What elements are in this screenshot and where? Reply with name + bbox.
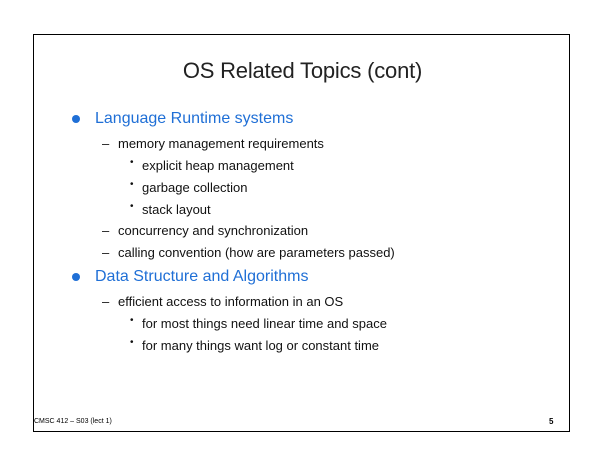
list-item-text: efficient access to information in an OS bbox=[118, 294, 344, 309]
small-bullet-icon: • bbox=[130, 315, 134, 326]
small-bullet-icon: • bbox=[130, 179, 134, 190]
bullet-dot-icon bbox=[72, 273, 80, 281]
list-item-text: concurrency and synchronization bbox=[118, 223, 309, 238]
sub-list-item-text: for many things want log or constant time bbox=[142, 338, 380, 353]
section-heading-text: Language Runtime systems bbox=[95, 110, 294, 127]
dash-icon: – bbox=[102, 223, 110, 238]
page-number: 5 bbox=[549, 417, 554, 426]
section-heading-text: Data Structure and Algorithms bbox=[95, 268, 309, 285]
dash-icon: – bbox=[102, 294, 110, 309]
sub-list-item-text: garbage collection bbox=[142, 180, 248, 195]
dash-icon: – bbox=[102, 136, 110, 151]
bullet-dot-icon bbox=[72, 115, 80, 123]
small-bullet-icon: • bbox=[130, 157, 134, 168]
dash-icon: – bbox=[102, 245, 110, 260]
small-bullet-icon: • bbox=[130, 337, 134, 348]
small-bullet-icon: • bbox=[130, 201, 134, 212]
slide-title: OS Related Topics (cont) bbox=[182, 58, 423, 83]
list-item-text: memory management requirements bbox=[118, 136, 324, 151]
slide-footer: CMSC 412 – S03 (lect 1) bbox=[34, 418, 112, 425]
list-item-text: calling convention (how are parameters passed) bbox=[118, 245, 395, 260]
sub-list-item-text: for most things need linear time and space bbox=[142, 316, 387, 331]
sub-list-item-text: explicit heap management bbox=[142, 158, 294, 173]
sub-list-item-text: stack layout bbox=[142, 202, 211, 217]
